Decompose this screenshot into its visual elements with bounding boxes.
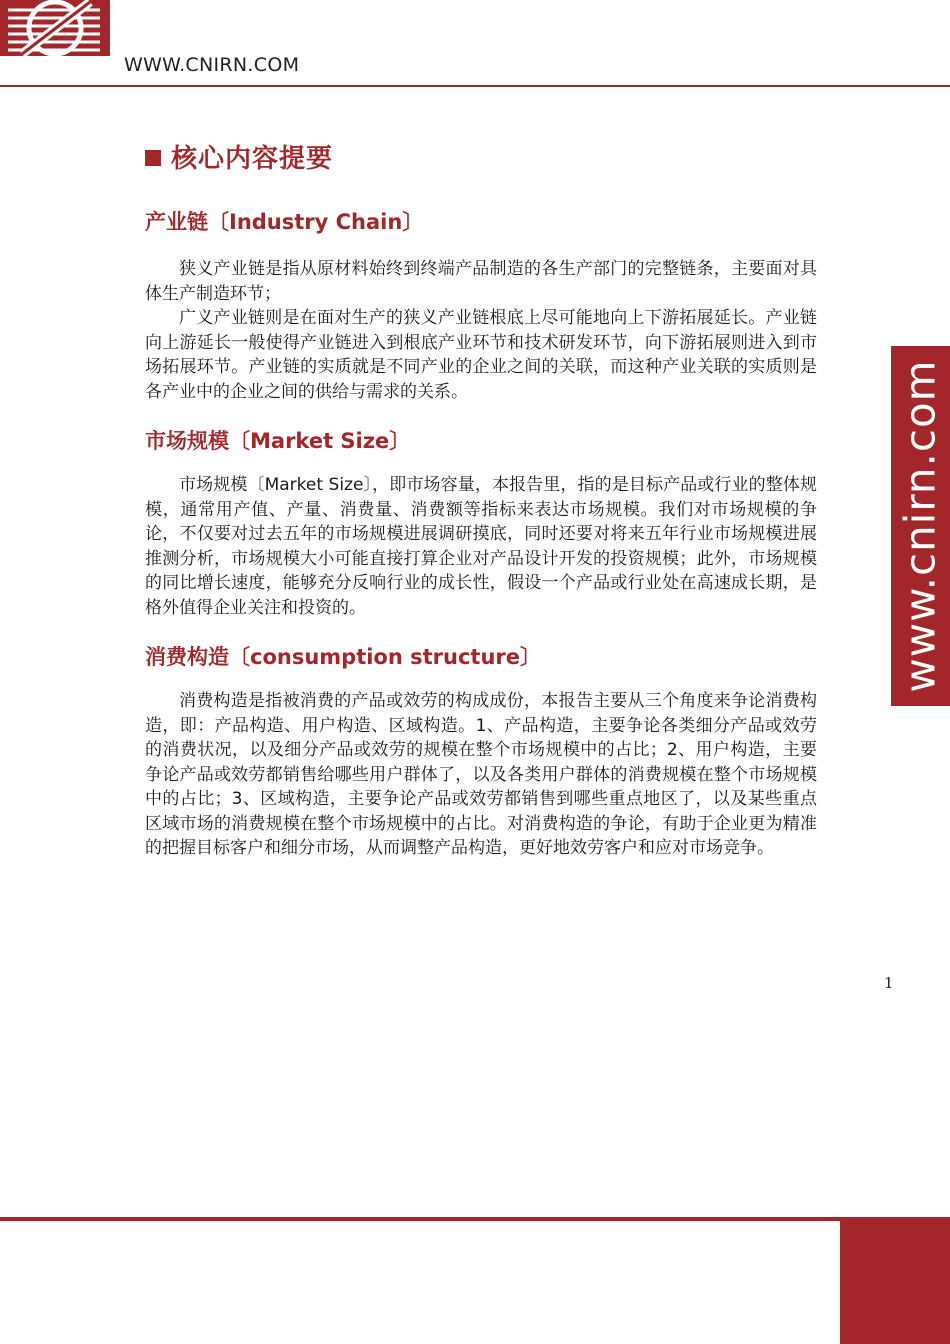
side-brand-text: www.cnirn.com [895,359,945,693]
paragraph-industry-chain-broad: 广义产业链则是在面对生产的狭义产业链根底上尽可能地向上下游拓展延长。产业链向上游延长一般使得产业链进入到根底产业环节和技术研发环节，向下游拓展则进入到市场拓展环节。产业链的实质就是不同产业的企业之间的关联，而这种产业关联的实质则是各产业中的企业之间的供给与需求的关系。 [145,308,817,402]
header-divider [0,85,950,87]
section-heading-market-size: 市场规模〔Market Size〕 [145,429,411,453]
footer-brand-block [840,1221,950,1344]
square-bullet-icon [145,150,161,166]
section-heading-industry-chain: 产业链〔Industry Chain〕 [145,210,424,234]
logo-icon [0,0,110,56]
site-url: WWW.CNIRN.COM [124,54,300,76]
section-heading-consumption-structure: 消费构造〔consumption structure〕 [145,645,541,669]
paragraph-consumption-structure: 消费构造是指被消费的产品或效劳的构成成份，本报告主要从三个角度来争论消费构造，即：产品构造、用户构造、区域构造。1、产品构造，主要争论各类细分产品或效劳的消费状况，以及细分产品或效劳的规模在整个市场规模中的占比；2、用户构造，主要争论产品或效劳都销售给哪些用户群体了，以及各类用户群体的消费规模在整个市场规模中的占比；3、区域构造，主要争论产品或效劳都销售到哪些重点地区了，以及某些重点区域市场的消费规模在整个市场规模中的占比。对消费构造的争论，有助于企业更为精准的把握目标客户和细分市场，从而调整产品构造，更好地效劳客户和应对市场竞争。 [145,691,817,858]
page-number: 1 [884,974,894,992]
footer-divider [0,1217,950,1221]
paragraph-market-size: 市场规模〔Market Size〕，即市场容量，本报告里，指的是目标产品或行业的整体规模，通常用产值、产量、消费量、消费额等指标来表达市场规模。我们对市场规模的争论，不仅要对过去五年的市场规模进展调研摸底，同时还要对将来五年行业市场规模进展推测分析，市场规模大小可能直接打算企业对产品设计开发的投资规模；此外，市场规模的同比增长速度，能够充分反响行业的成长性，假设一个产品或行业处在高速成长期，是格外值得企业关注和投资的。 [145,475,817,618]
page-title-text: 核心内容提要 [171,144,334,174]
paragraph-industry-chain-narrow: 狭义产业链是指从原材料始终到终端产品制造的各生产部门的完整链条，主要面对具体生产制造环节； [145,259,817,304]
page-title [145,138,333,175]
